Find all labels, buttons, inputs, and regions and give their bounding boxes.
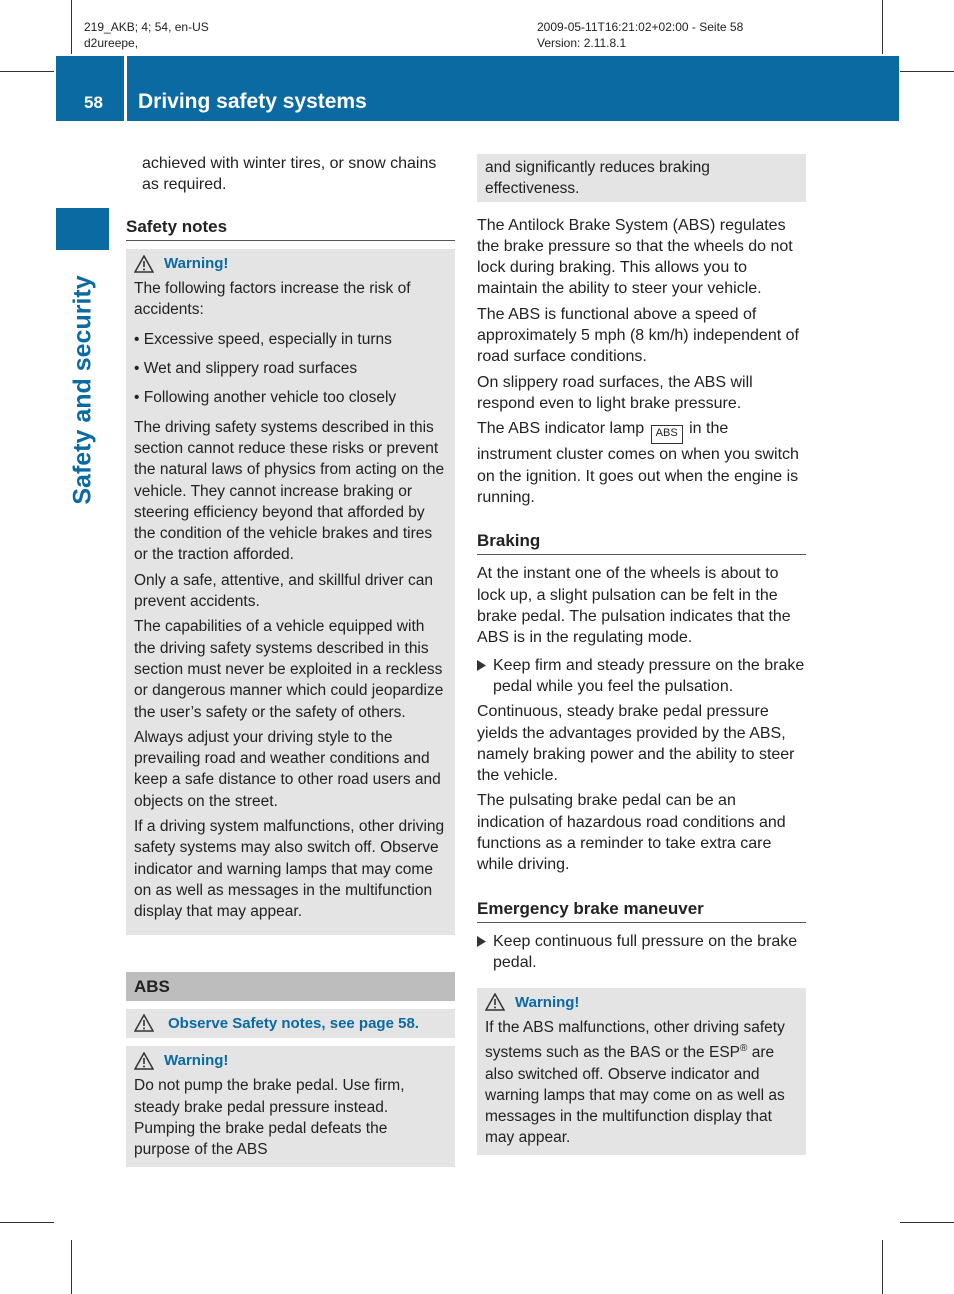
- crop-mark: [0, 1222, 54, 1223]
- warning-triangle-icon: [134, 1014, 154, 1032]
- bullet-item: • Following another vehicle too closely: [134, 389, 397, 407]
- continued-warning-box: [477, 154, 806, 202]
- meta-line: d2ureepe,: [84, 36, 139, 50]
- crop-mark: [71, 0, 72, 54]
- page-title: Driving safety systems: [138, 90, 367, 113]
- left-column: [126, 153, 455, 1167]
- crop-mark: [71, 1240, 72, 1294]
- warning-text: Do not pump the brake pedal. Use firm, steady brake pedal pressure instead. Pumping the brake pedal defeats the purpose of the ABS: [134, 1077, 405, 1159]
- crop-mark: [882, 0, 883, 54]
- right-column: [477, 154, 806, 1155]
- body-paragraph: Continuous, steady brake pedal pressure yields the advantages provided by the ABS, namely braking power and the ability to steer the vehicle.: [477, 703, 795, 785]
- braking-heading: Braking: [477, 530, 806, 555]
- intro-text: achieved with winter tires, or snow chains as required.: [142, 155, 437, 194]
- body-text: in the instrument cluster comes on when you switch on the ignition. It goes out when the engine is running.: [477, 420, 799, 506]
- warning-text-part: If the ABS malfunctions, other driving safety systems such as the BAS or the ESP: [485, 1018, 785, 1062]
- meta-line: 219_AKB; 4; 54, en-US: [84, 20, 209, 34]
- crop-mark: [0, 71, 54, 72]
- crop-mark: [882, 1240, 883, 1294]
- warning-box: [126, 249, 455, 935]
- body-paragraph: On slippery road surfaces, the ABS will respond even to light brake pressure.: [477, 373, 753, 412]
- warning-text: [485, 1017, 798, 1149]
- body-paragraph: [477, 418, 806, 508]
- body-paragraph: The Antilock Brake System (ABS) regulates the brake pressure so that the wheels do not lock during braking. This allows you to maintain the ability to steer your vehicle.: [477, 216, 793, 298]
- emergency-brake-heading: Emergency brake maneuver: [477, 898, 806, 923]
- warning-text: Always adjust your driving style to the prevailing road and weather conditions and keep a safe distance to other road users and objects on the street.: [134, 728, 441, 810]
- warning-header: [134, 1050, 447, 1071]
- body-text: The ABS indicator lamp: [477, 420, 645, 438]
- safety-notes-heading: Safety notes: [126, 216, 455, 241]
- bullet-item: • Wet and slippery road surfaces: [134, 360, 358, 378]
- chapter-label: [53, 260, 113, 520]
- warning-text: The capabilities of a vehicle equipped with the driving safety systems described in this section must never be exploited in a reckless or dangerous manner which could jeopardize the user’s safety or the safety of others.: [134, 618, 444, 721]
- warning-title: Warning!: [164, 254, 229, 272]
- step-arrow-icon: [477, 931, 493, 974]
- warning-text: The driving safety systems described in this section cannot reduce these risks or prevent the natural laws of physics from acting on the vehicle. They cannot increase braking or steering efficiency beyond that afforded by the condition of the vehicle brakes and tires or the traction afforded.: [134, 418, 445, 564]
- print-meta-left: [84, 19, 209, 51]
- instruction-step: [477, 655, 806, 698]
- warning-box: [477, 988, 806, 1155]
- instruction-step: [477, 931, 806, 974]
- meta-line: 2009-05-11T16:21:02+02:00 - Seite 58: [537, 20, 744, 34]
- chapter-label-text: Safety and security: [68, 275, 97, 505]
- step-text: Keep continuous full pressure on the brake pedal.: [493, 932, 798, 972]
- warning-text: If a driving system malfunctions, other driving safety systems may also switch off. Observe indicator and warning lamps that may come on as well as messages in the multifunction display that may appear.: [134, 818, 445, 921]
- step-text: Keep firm and steady pressure on the brake pedal while you feel the pulsation.: [493, 656, 805, 695]
- abs-indicator-lamp-icon: [651, 425, 683, 444]
- warning-text-part: are also switched off. Observe indicator and warning lamps that may come on as well as messages in the multifunction display that may appear.: [485, 1044, 785, 1147]
- page-number: 58: [84, 93, 103, 112]
- warning-title: Warning!: [515, 993, 580, 1011]
- warning-text: Only a safe, attentive, and skillful driver can prevent accidents.: [134, 571, 433, 611]
- print-meta-right: [537, 19, 743, 51]
- warning-box: [126, 1046, 455, 1166]
- crop-mark: [900, 1222, 954, 1223]
- chapter-tab: [56, 208, 109, 250]
- warning-triangle-icon: [134, 255, 154, 273]
- body-paragraph: The ABS is functional above a speed of approximately 5 mph (8 km/h) independent of road surface conditions.: [477, 305, 799, 366]
- registered-mark: ®: [740, 1043, 748, 1055]
- crop-mark: [900, 71, 954, 72]
- header-divider: [124, 56, 127, 121]
- warning-text: The following factors increase the risk of accidents:: [134, 280, 411, 319]
- observe-link[interactable]: Observe Safety notes, see page 58.: [168, 1014, 419, 1032]
- body-paragraph: The pulsating brake pedal can be an indication of hazardous road conditions and functions as a reminder to take extra care while driving.: [477, 792, 786, 874]
- bullet-item: • Excessive speed, especially in turns: [134, 330, 392, 348]
- warning-title: Warning!: [164, 1052, 229, 1070]
- warning-text: and significantly reduces braking effectiveness.: [485, 159, 710, 198]
- body-paragraph: At the instant one of the wheels is about to lock up, a slight pulsation can be felt in the brake pedal. The pulsation indicates that the ABS is in the regulating mode.: [477, 565, 791, 647]
- warning-triangle-icon: [134, 1052, 154, 1070]
- warning-header: [485, 992, 798, 1013]
- lamp-label: ABS: [655, 427, 678, 440]
- step-arrow-icon: [477, 655, 493, 698]
- observe-note: [126, 1009, 455, 1038]
- warning-triangle-icon: [485, 993, 505, 1011]
- warning-header: [134, 253, 447, 274]
- meta-line: Version: 2.11.8.1: [537, 36, 627, 50]
- abs-heading: ABS: [126, 972, 455, 1001]
